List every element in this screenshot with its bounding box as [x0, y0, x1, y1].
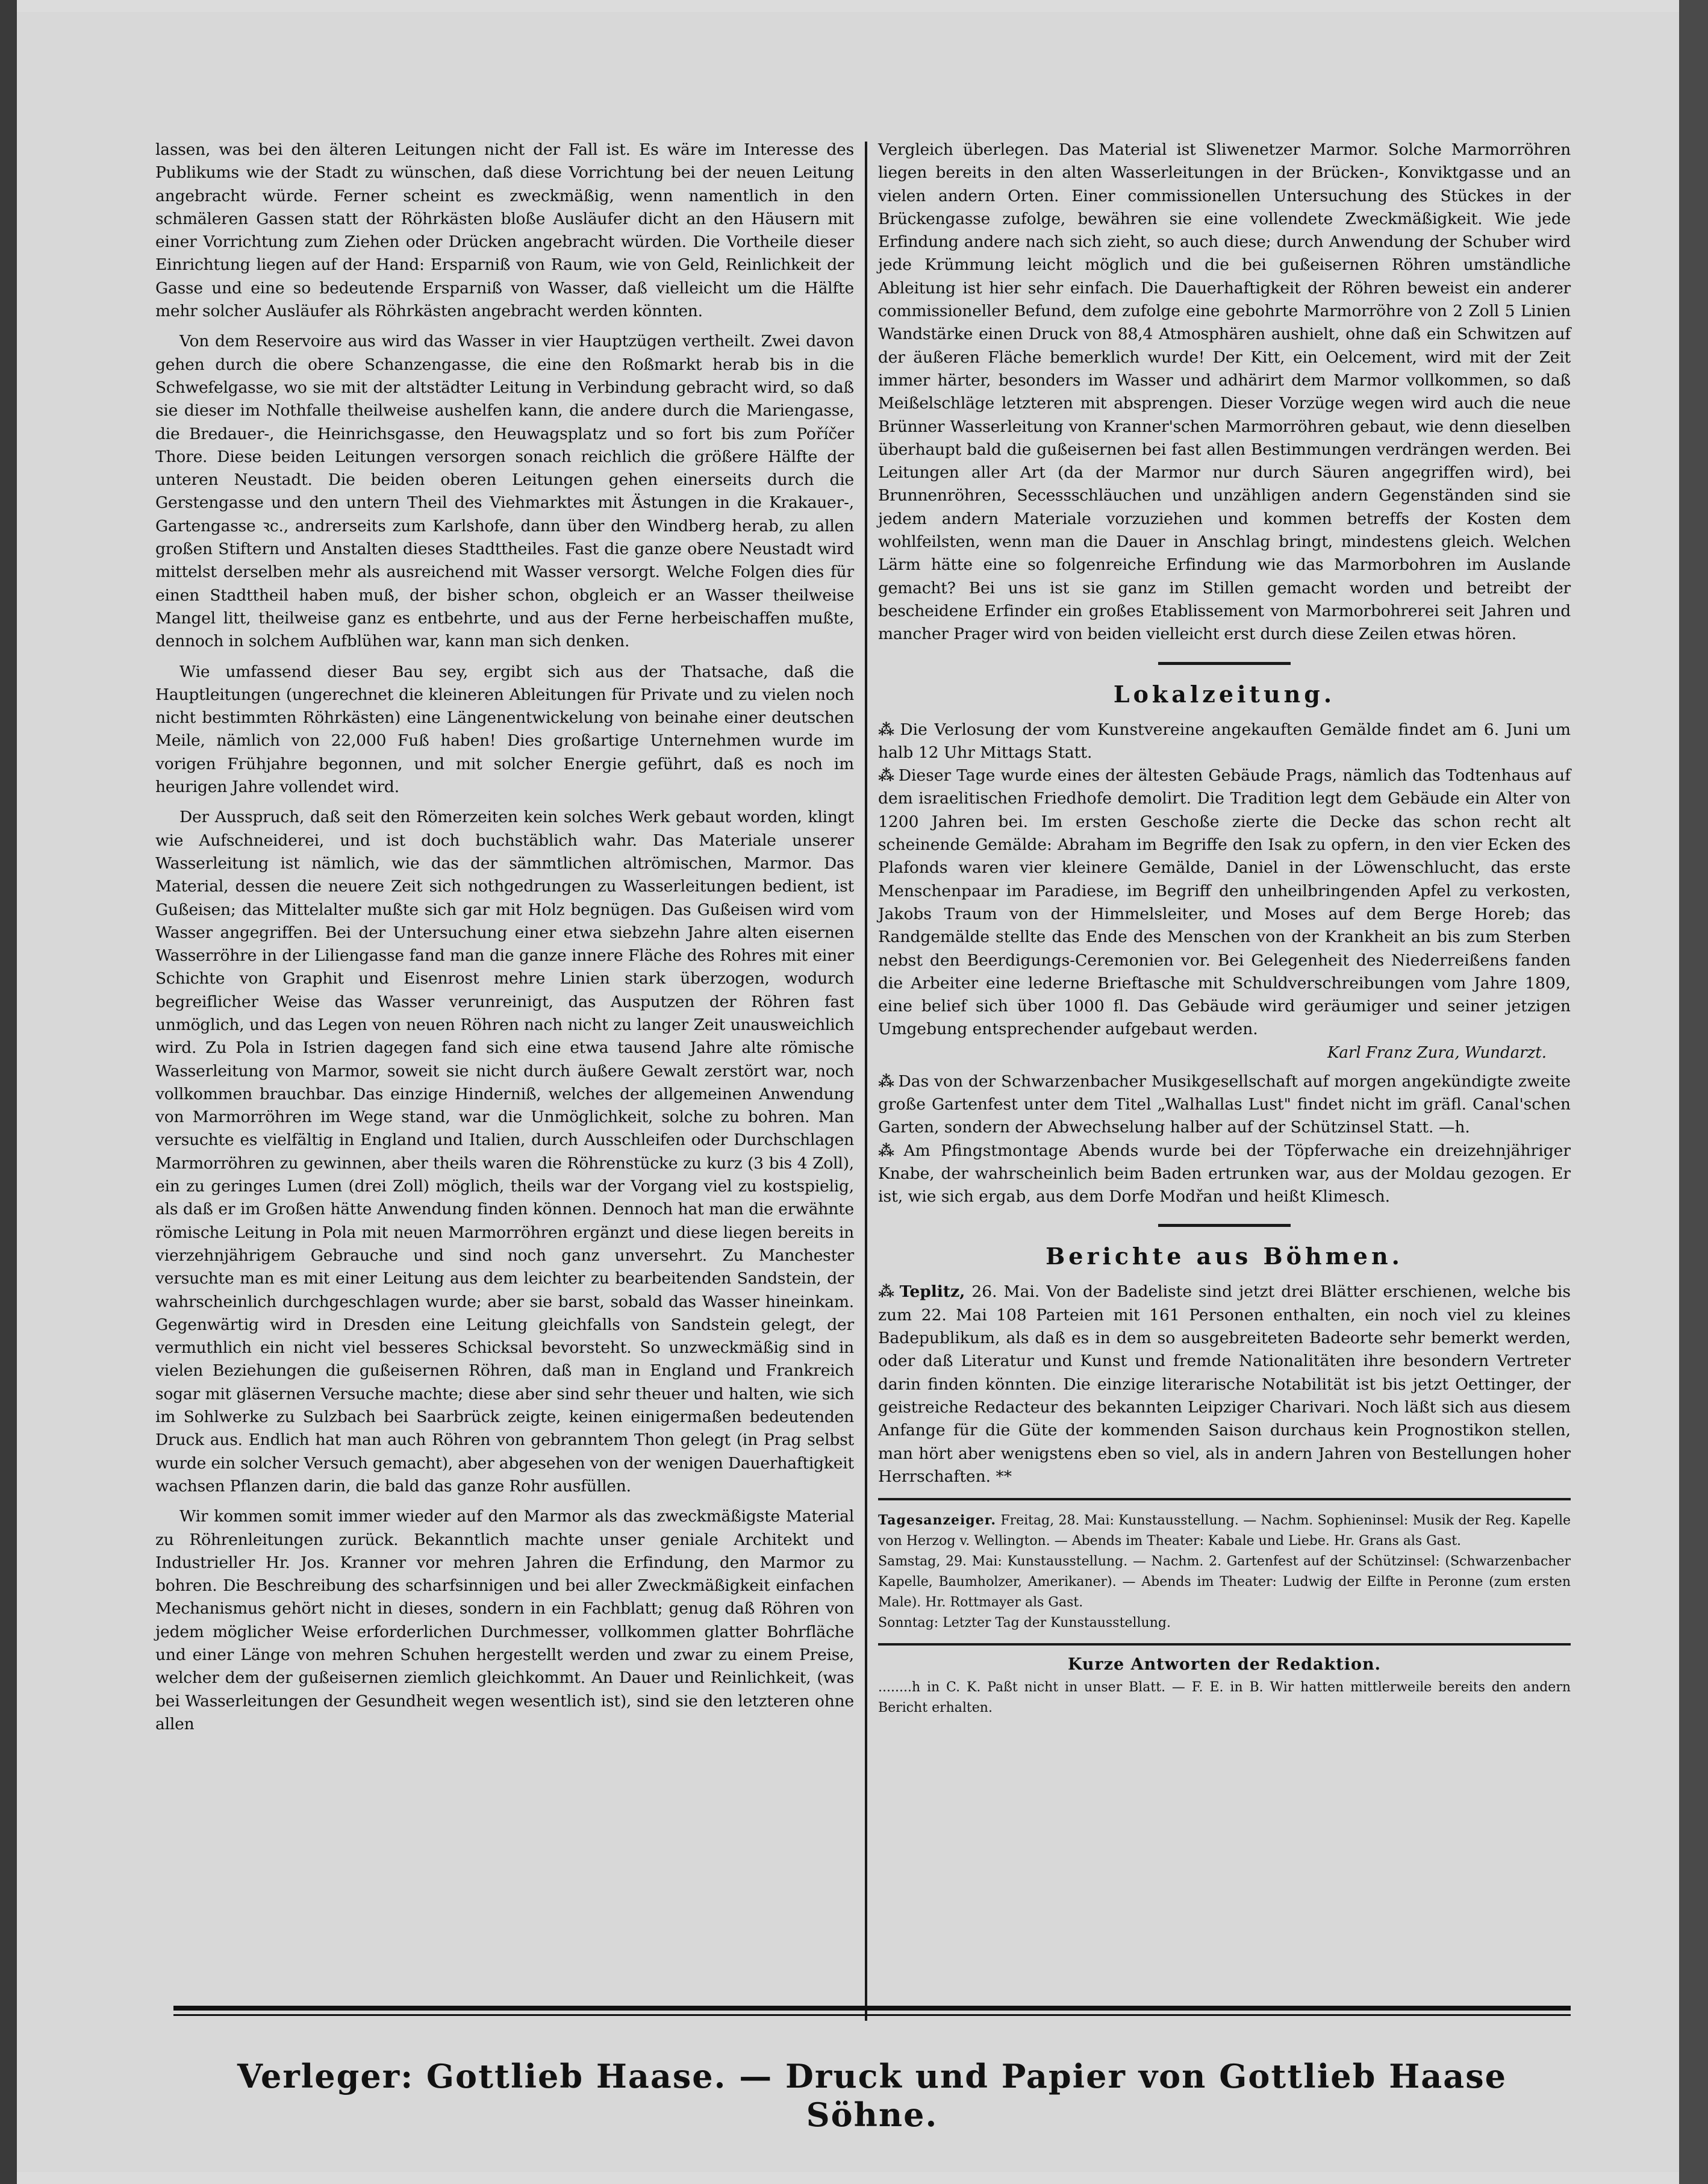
imprint-line: Verleger: Gottlieb Haase. — Druck und Papier von Gottlieb Haase Söhne.: [237, 2057, 1507, 2134]
tagesanzeiger-friday-text: Freitag, 28. Mai: Kunstausstellung. — Nachm. Sophieninsel: Musik der Reg. Kapelle von Herzog v. Wellington. — Abends im Theater: Kabale und Liebe. Hr. Grans als Gast.: [878, 1513, 1571, 1549]
news-item: [878, 1070, 1571, 1140]
section-divider: [1158, 662, 1291, 665]
news-item: [878, 1140, 1571, 1209]
article-continuation: Vergleich überlegen. Das Material ist Sliwenetzer Marmor. Solche Marmorröhren liegen bereits in den alten Wasserleitungen in der Brücken-, Konviktgasse und an vielen andern Orten. Einer commissionellen Untersuchung des Stückes in der Brückengasse zufolge, bewähren sie eine vollendete Zweckmäßigkeit. Wie jede Erfindung andere nach sich zieht, so auch diese; durch Anwendung der Schuber wird jede Krümmung leicht möglich und die bei gußeisernen Röhren umständliche Ableitung ist hier sehr einfach. Die Dauerhaftigkeit der Röhren beweist ein anderer commissioneller Befund, dem zufolge eine gebohrte Marmorröhre von 2 Zoll 5 Linien Wandstärke einen Druck von 88,4 Atmosphären aushielt, ohne daß ein Schwitzen auf der äußeren Fläche bemerklich wurde! Der Kitt, ein Oelcement, wird mit der Zeit immer härter, besonders im Wasser und adhärirt dem Marmor vollkommen, so daß Meißelschläge letzteren mit absprengen. Dieser Vorzüge wegen wird auch die neue Brünner Wasserleitung von Kranner'schen Marmorröhren gebaut, wie denn dieselben überhaupt bald die gußeisernen bei fast allen Bestimmungen verdrängen werden. Bei Leitungen aller Art (da der Marmor nur durch Säuren angegriffen wird), bei Brunnenröhren, Secessschläuchen und unzähligen andern Gegenständen sind sie jedem andern Materiale vorzuziehen und kommen betreffs der Kosten dem wohlfeilsten, wenn man die Dauer in Anschlag bringt, mindestens gleich. Welchen Lärm hätte eine so folgenreiche Erfindung wie das Marmorbohren im Auslande gemacht? Bei uns ist sie ganz im Stillen gemacht worden und betreibt der bescheidene Erfinder ein großes Etablissement von Marmorbohrerei seit Jahren und mancher Prager wird von beiden vielleicht erst durch diese Zeilen etwas hören.: [878, 140, 1571, 644]
answers-text: ........h in C. K. Paßt nicht in unser Blatt. — F. E. in B. Wir hatten mittlerweile bereits den andern Bericht erhalten.: [878, 1680, 1571, 1716]
lokalzeitung-heading: Lokalzeitung.: [1113, 680, 1336, 708]
report-place: Teplitz,: [899, 1282, 965, 1302]
scan-edge-right: [1679, 0, 1708, 2184]
news-item-text: Am Pfingstmontage Abends wurde bei der Töpferwache ein dreizehnjähriger Knabe, der wahrscheinlich beim Baden ertrunken war, aus der Moldau gezogen. Er ist, wie sich ergab, aus dem Dorfe Modřan und heißt Klimesch.: [878, 1141, 1571, 1206]
tagesanzeiger-label: Tagesanzeiger.: [878, 1512, 996, 1529]
column-divider: [865, 142, 867, 2021]
news-item-signature: Karl Franz Zura, Wundarzt.: [1327, 1043, 1547, 1062]
news-item-text: Die Verlosung der vom Kunstvereine angekauften Gemälde findet am 6. Juni um halb 12 Uhr Mittags Statt.: [878, 720, 1571, 762]
asterism-icon: ⁂: [878, 1141, 900, 1160]
report-text: 26. Mai. Von der Badeliste sind jetzt drei Blätter erschienen, welche bis zum 22. Mai 108 Parteien mit 161 Personen enthalten, ein noch viel zu kleines Badepublikum, als daß es in dem so ausgebreiteten Badeorte sehr bemerkt werden, oder daß Literatur und Kunst und fremde Nationalitäten ihre besondern Vertreter darin finden könnten. Die einzige literarische Notabilität ist bis jetzt Oettinger, der geistreiche Redacteur des bekannten Leipziger Charivari. Noch läßt sich aus diesem Anfange für die Güte der kommenden Saison durchaus kein Prognostikon stellen, man hört aber wenigstens eben so viel, als in andern Jahren von Bestellungen hoher Herrschaften. **: [878, 1282, 1571, 1486]
tagesanzeiger-rule-bottom: [878, 1643, 1571, 1646]
article-paragraph: lassen, was bei den älteren Leitungen nicht der Fall ist. Es wäre im Interesse des Publikums wie der Stadt zu wünschen, daß diese Vorrichtung bei der neuen Leitung angebracht würde. Ferner scheint es zweckmäßig, wenn namentlich in den schmäleren Gassen statt der Röhrkästen bloße Ausläufer dicht an den Häusern mit einer Vorrichtung zum Ziehen oder Drücken angebracht würden. Die Vortheile dieser Einrichtung liegen auf der Hand: Ersparniß von Raum, wie von Geld, Reinlichkeit der Gasse und eine so bedeutende Ersparniß von Wasser, daß vielleicht um die Hälfte mehr solcher Ausläufer als Röhrkästen angebracht werden könnten.: [155, 140, 854, 321]
news-item-text: Das von der Schwarzenbacher Musikgesellschaft auf morgen angekündigte zweite große Gartenfest unter dem Titel „Walhallas Lust" findet nicht im gräfl. Canal'schen Garten, sondern der Abwechselung halber auf der Schützinsel Statt. —h.: [878, 1072, 1571, 1137]
footer-rule-thin: [173, 2014, 1571, 2016]
article-paragraph: Wie umfassend dieser Bau sey, ergibt sich aus der Thatsache, daß die Hauptleitungen (ungerechnet die kleineren Ableitungen für Private und zu vielen noch nicht bestimmten Röhrkästen) eine Längenentwickelung von beinahe einer deutschen Meile, nämlich von 22,000 Fuß haben! Dies großartige Unternehmen wurde im vorigen Frühjahre begonnen, und mit solcher Energie geführt, daß es noch im heurigen Jahre vollendet wird.: [155, 662, 854, 797]
news-item: [878, 764, 1571, 1041]
answers-heading: Kurze Antworten der Redaktion.: [1068, 1655, 1381, 1674]
news-item: [878, 719, 1571, 765]
right-column: [878, 139, 1571, 1718]
newspaper-page: [17, 12, 1679, 2172]
report-item: [878, 1281, 1571, 1488]
article-paragraph: Von dem Reservoire aus wird das Wasser in vier Hauptzügen vertheilt. Zwei davon gehen durch die obere Schanzengasse, die eine den Roßmarkt herab bis in die Schwefelgasse, wo sie mit der altstädter Leitung in Verbindung gebracht wird, so daß sie dieser im Nothfalle theilweise aushelfen kann, die andere durch die Mariengasse, die Bredauer-, die Heinrichsgasse, den Heuwagsplatz und so fort bis zum Poříčer Thore. Diese beiden Leitungen versorgen sonach reichlich die größere Hälfte der unteren Neustadt. Die beiden oberen Leitungen gehen einerseits durch die Gerstengasse und den untern Theil des Viehmarktes mit Ästungen in die Krakauer-, Gartengasse ꝛc., andrerseits zum Karlshofe, dann über den Windberg herab, zu allen großen Stiftern und Anstalten dieses Stadttheiles. Fast die ganze obere Neustadt wird mittelst derselben mehr als ausreichend mit Wasser versorgt. Welche Folgen dies für einen Stadttheil haben muß, der bisher schon, obgleich er an Wasser theilweise Mangel litt, theilweise ganz es entbehrte, und aus der Ferne herbeischaffen mußte, dennoch in solchem Aufblühen war, kann man sich denken.: [155, 332, 854, 651]
asterism-icon: ⁂: [878, 766, 895, 785]
asterism-icon: ⁂: [878, 1282, 896, 1302]
news-item-text: Dieser Tage wurde eines der ältesten Gebäude Prags, nämlich das Todtenhaus auf dem israelitischen Friedhofe demolirt. Die Tradition legt dem Gebäude ein Alter von 1200 Jahren bei. Im ersten Geschoße zierte die Decke das schon recht alt scheinende Gemälde: Abraham im Begriffe den Isak zu opfern, in den vier Ecken des Plafonds waren vier kleinere Gemälde, Daniel in der Löwenschlucht, das erste Menschenpaar im Paradiese, im Begriff den unheilbringenden Apfel zu verkosten, Jakobs Traum von der Himmelsleiter, und Moses auf dem Berge Horeb; das Randgemälde stellte das Ende des Menschen von der Krankheit an bis zum Sterben nebst den Beerdigungs-Ceremonien vor. Bei Gelegenheit des Niederreißens fanden die Arbeiter eine lederne Brieftasche mit Schuldverschreibungen vom Jahre 1809, eine belief sich über 1000 fl. Das Gebäude wird geräumiger und seiner jetzigen Umgebung entsprechender aufgebaut werden.: [878, 766, 1571, 1039]
footer-rule-thick: [173, 2006, 1571, 2011]
asterism-icon: ⁂: [878, 1072, 895, 1091]
left-column: [155, 139, 854, 1743]
tagesanzeiger-rule-top: [878, 1498, 1571, 1500]
asterism-icon: ⁂: [878, 720, 897, 739]
scan-edge-left: [0, 0, 17, 2184]
tagesanzeiger-saturday: Samstag, 29. Mai: Kunstausstellung. — Nachm. 2. Gartenfest auf der Schützinsel: (Schwarzenbacher Kapelle, Baumholzer, Amerikaner). — Abends im Theater: Ludwig der Eilfte in Peronne (zum ersten Male). Hr. Rottmayer als Gast.: [878, 1554, 1571, 1611]
article-paragraph: Wir kommen somit immer wieder auf den Marmor als das zweckmäßigste Material zu Röhrenleitungen zurück. Bekanntlich machte unser geniale Architekt und Industrieller Hr. Jos. Kranner vor mehren Jahren die Erfindung, den Marmor zu bohren. Die Beschreibung des scharfsinnigen und bei aller Zweckmäßigkeit einfachen Mechanismus gehört nicht in dieses, sondern in ein Fachblatt; genug daß Röhren von jedem möglicher Weise erforderlichen Durchmesser, vollkommen glatter Bohrfläche und einer Länge von mehren Schuhen hergestellt werden und zwar zu einem Preise, welcher dem der gußeisernen ziemlich gleichkommt. An Dauer und Reinlichkeit, (was bei Wasserleitungen der Gesundheit wegen wesentlich ist), sind sie den letzteren ohne allen: [155, 1507, 854, 1733]
berichte-heading: Berichte aus Böhmen.: [1046, 1243, 1403, 1270]
article-paragraph: Der Ausspruch, daß seit den Römerzeiten kein solches Werk gebaut worden, klingt wie Aufschneiderei, und ist doch buchstäblich wahr. Das Materiale unserer Wasserleitung ist nämlich, wie das der sämmtlichen altrömischen, Marmor. Das Material, dessen die neuere Zeit sich nothgedrungen zu Wasserleitungen bedient, ist Gußeisen; das Mittelalter mußte sich gar mit Holz begnügen. Das Gußeisen wird vom Wasser angegriffen. Bei der Untersuchung einer etwa siebzehn Jahre alten eisernen Wasserröhre in der Liliengasse fand man die ganze innere Fläche des Rohres mit einer Schichte von Graphit und Eisenrost mehre Linien stark überzogen, wodurch begreiflicher Weise das Wasser verunreinigt, das Ausputzen der Röhren fast unmöglich, und das Legen von neuen Röhren nach nicht zu langer Zeit unausweichlich wird. Zu Pola in Istrien dagegen fand sich eine etwa tausend Jahre alte römische Wasserleitung von Marmor, soweit sie nicht durch äußere Gewalt zerstört war, noch vollkommen brauchbar. Das einzige Hinderniß, welches der allgemeinen Anwendung von Marmorröhren im Wege stand, war die Unmöglichkeit, solche zu bohren. Man versuchte es vielfältig in England und Italien, durch Ausschleifen oder Durchschlagen Marmorröhren zu gewinnen, aber theils waren die Röhrenstücke zu kurz (3 bis 4 Zoll), ein zu geringes Lumen (drei Zoll) möglich, theils war der Vorgang viel zu kostspielig, als daß er im Großen hätte Anwendung finden können. Dennoch hat man die erwähnte römische Leitung in Pola mit neuen Marmorröhren ergänzt und diese liegen bereits in vierzehnjährigem Gebrauche und sind noch ganz unversehrt. Zu Manchester versuchte man es mit einer Leitung aus dem leichter zu bearbeitenden Sandstein, der wahrscheinlich durchgeschlagen wurde; aber sie barst, sobald das Wasser hineinkam. Gegenwärtig wird in Dresden eine Leitung gleichfalls von Sandstein gelegt, der vermuthlich ein nicht viel besseres Schicksal bevorsteht. So unzweckmäßig sind in vielen Beziehungen die gußeisernen Röhren, daß man in England und Frankreich sogar mit gläsernen Versuche machte; diese aber sind sehr theuer und halten, wie sich im Sohlwerke zu Sulzbach bei Saarbrück zeigte, keinen einigermaßen bedeutenden Druck aus. Endlich hat man auch Röhren von gebranntem Thon gelegt (in Prag selbst wurde ein solcher Versuch gemacht), aber abgesehen von der wenigen Dauerhaftigkeit wachsen Pflanzen darin, die bald das ganze Rohr ausfüllen.: [155, 808, 854, 1496]
tagesanzeiger-friday: [878, 1510, 1571, 1552]
tagesanzeiger-sunday: Sonntag: Letzter Tag der Kunstausstellung.: [878, 1615, 1171, 1631]
section-divider: [1158, 1224, 1291, 1227]
